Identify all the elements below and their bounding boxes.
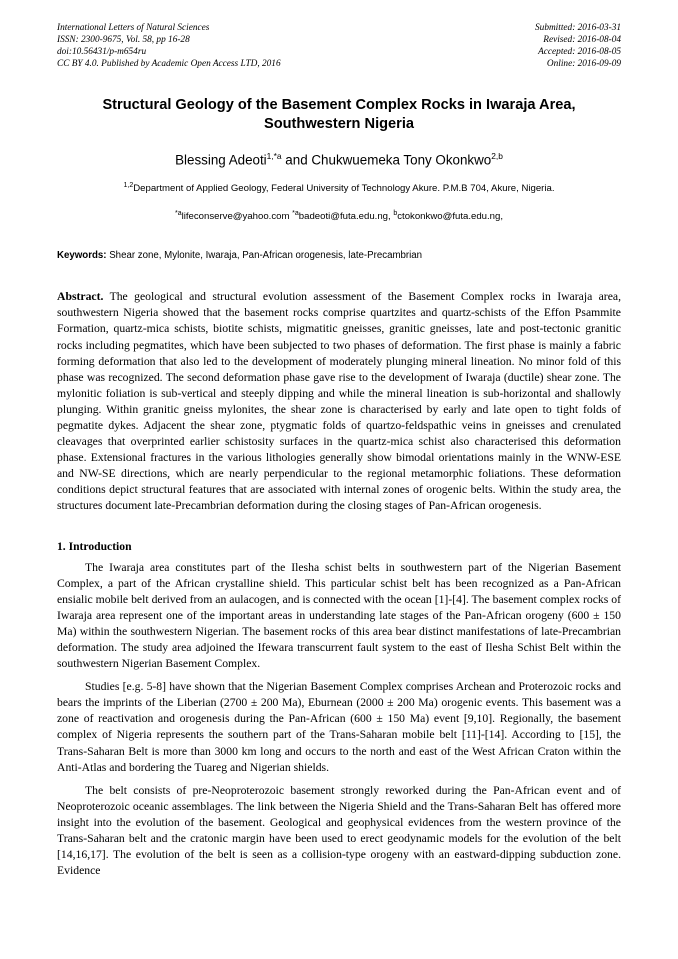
page-title: Structural Geology of the Basement Complex Rocks in Iwaraja Area, Southwestern Nigeria xyxy=(102,97,576,133)
date-online: Online: 2016-09-09 xyxy=(546,59,621,70)
affiliation-text: Department of Applied Geology, Federal University of Technology Akure. P.M.B 704, Akure, Nigeria. xyxy=(133,183,555,195)
journal-header-left xyxy=(57,22,281,70)
date-submitted: Submitted: 2016-03-31 xyxy=(535,23,621,33)
paragraph: The Iwaraja area constitutes part of the Ilesha schist belts in southwestern part of the Nigerian Basement Complex, a part of the African crystalline shield. This particular schist belt has been recognized as a Pan-African ensialic mobile belt derived from an aulacogen, and is connected with the ocean [1]-[4]. The basement complex rocks of Iwaraja area represent one of the important areas in understanding late stages of the Pan-African orogeny (600 ± 150 Ma) within the southwestern Nigerian. The basement rocks of this area bear distinct manifestations of late-Precambrian deformation. The study area adjoined the Ifewara transcurrent fault system to the east of Ilesha Schist Belt within the southwestern Nigerian Basement Complex. xyxy=(57,560,621,671)
date-revised: Revised: 2016-08-04 xyxy=(543,35,621,46)
affiliation xyxy=(79,179,599,196)
email-sup-1: *a xyxy=(174,209,182,217)
email-address-1[interactable]: lifeconserve@yahoo.com xyxy=(181,210,290,222)
author-sup-1: 1,*a xyxy=(266,151,282,162)
author-list xyxy=(57,147,621,169)
keywords xyxy=(57,249,621,263)
author-name-2: Chukwuemeka Tony Okonkwo xyxy=(311,152,492,168)
journal-name: International Letters of Natural Sciences xyxy=(57,23,210,33)
date-accepted: Accepted: 2016-08-05 xyxy=(538,47,621,58)
affiliation-sup: 1,2 xyxy=(123,181,134,189)
abstract-text: The geological and structural evolution assessment of the Basement Complex rocks in Iwaraja area, southwestern Nigeria showed that the basement rocks comprise quartzites and quartz-schists of the Effon Psammite Formation, quartz-mica schists, biotite schists, migmatitic gneisses, granitic gneisses, late and post-tectonic granitic rocks including pegmatites, which have been subjected to two phases of deformation. The first phase is mainly a fabric forming deformation that also led to the development of moderately plunging mineral lineation. No minor fold of this phase was recognized. The second deformation phase gave rise to the development of Iwaraja (ductile) shear zone. The mylonitic foliation is sub-vertical and steeply dipping and while the mineral lineation is sub-horizontal and shallowly plunging. Within granitic gneiss mylonites, the shear zone is characterised by early and late open to tight folds of pegmatite dykes. Adjacent the shear zone, ptygmatic folds of quartzo-feldspathic veins in gneisses and crenulated cleavages that overprinted earlier schistosity surfaces in the quartz-mica schist also characterised this deformation phase. Extensional fractures in the various lithologies generally show bimodal orientations mainly in the WNW-ESE and NW-SE directions, which are nearly perpendicular to the regional metamorphic foliations. These deformation conditions depict structural features that are associated with internal zones of orogenic belts. Within the study area, the structures document late-Precambrian deformation during the closing stages of Pan-African orogenesis. xyxy=(57,290,621,513)
author-conjunction: and xyxy=(281,152,312,168)
keywords-label: Keywords: xyxy=(57,250,107,262)
abstract xyxy=(57,289,621,514)
email-sup-3: b xyxy=(393,209,398,217)
keywords-text: Shear zone, Mylonite, Iwaraja, Pan-African orogenesis, late-Precambrian xyxy=(106,250,423,262)
paragraph: The belt consists of pre-Neoproterozoic basement strongly reworked during the Pan-African event and of Neoproterozoic oceanic assemblages. The link between the Nigeria Shield and the Trans-Saharan Belt has offered more insight into the evolution of the basement. Geological and geophysical evidences from the western province of the Trans-Saharan belt and the cratonic margin have been used to erect geodynamic models for the evolution of the belt [14,16,17]. The evolution of the belt is seen as a collision-type orogeny with an eastward-dipping subduction zone. Evidence xyxy=(57,783,621,878)
author-name-1: Blessing Adeoti xyxy=(175,152,267,168)
author-emails xyxy=(57,207,621,224)
email-address-3[interactable]: ctokonkwo@futa.edu.ng, xyxy=(397,210,503,222)
section-heading-introduction: 1. Introduction xyxy=(57,539,132,553)
journal-license: CC BY 4.0. Published by Academic Open Access LTD, 2016 xyxy=(57,59,281,70)
author-sup-2: 2,b xyxy=(491,151,503,162)
email-address-2[interactable]: badeoti@futa.edu.ng, xyxy=(298,210,391,222)
journal-header xyxy=(57,22,621,70)
journal-doi: doi:10.56431/p-m654ru xyxy=(57,47,147,58)
journal-header-right xyxy=(535,22,621,70)
abstract-label: Abstract. xyxy=(57,290,104,304)
email-sup-2: *a xyxy=(292,209,299,217)
paragraph: Studies [e.g. 5-8] have shown that the Nigerian Basement Complex comprises Archean and Proterozoic rocks and bears the imprints of the Liberian (2700 ± 200 Ma), Eburnean (2000 ± 200 Ma) orogenic events. This basement was a zone of reactivation and orogenesis during the Pan-African (600 ± 150 Ma) event [9,10]. Regionally, the basement complex of Nigeria represents the southern part of the Trans-Saharan mobile belt [11]-[14]. According to [15], the Trans-Saharan Belt is more than 3000 km long and occurs to the north and east of the West African Craton within the Anti-Atlas and bordering the Tuareg and Nigerian shields. xyxy=(57,680,621,774)
journal-issn-volume: ISSN: 2300-9675, Vol. 58, pp 16-28 xyxy=(57,35,190,46)
